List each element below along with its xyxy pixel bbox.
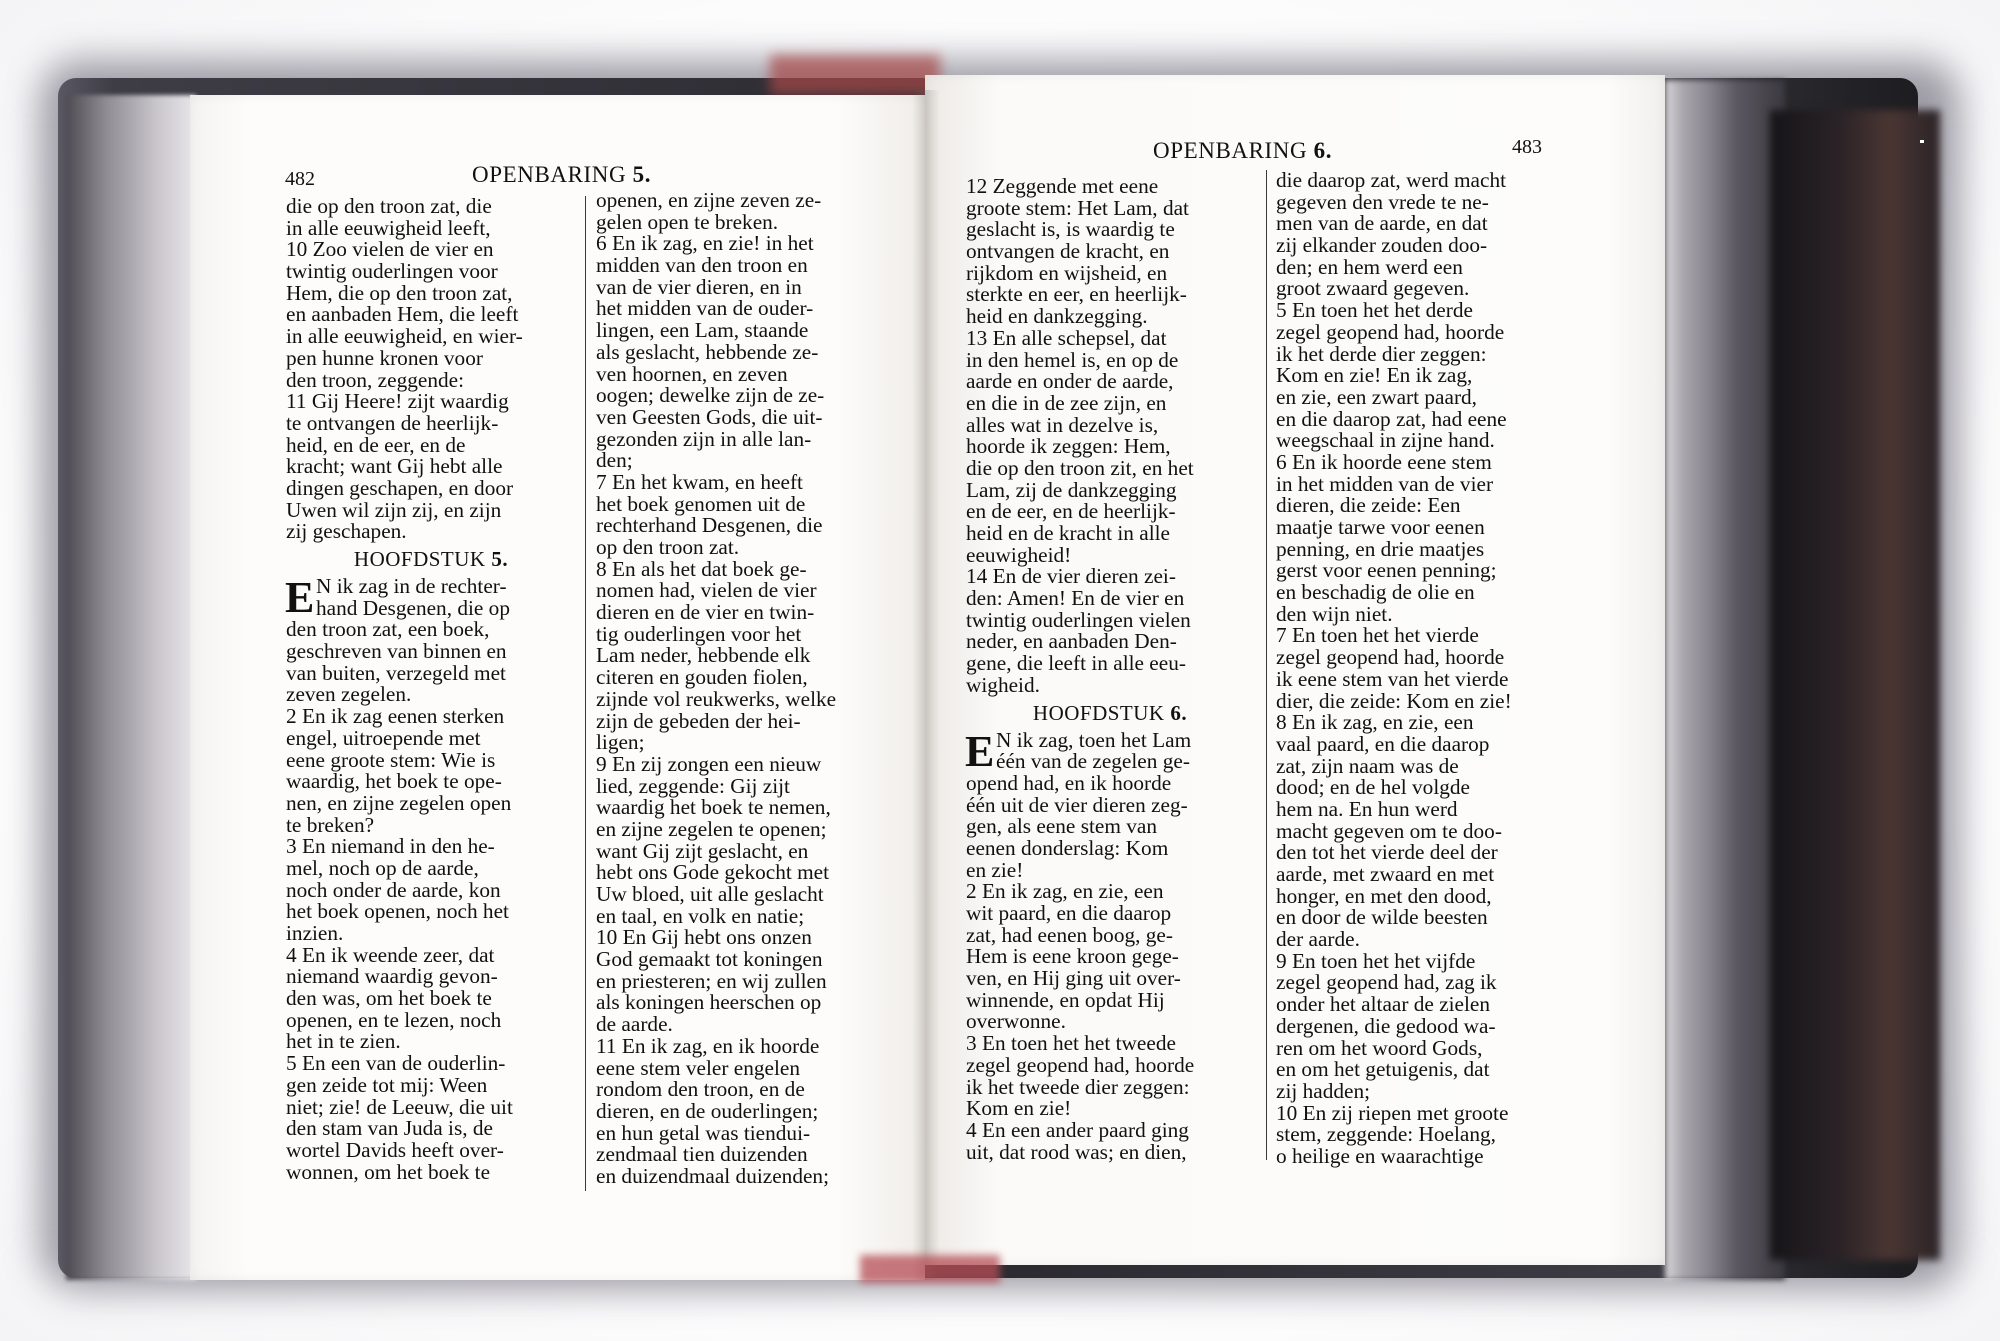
text-line: twintig ouderlingen voor [286,259,498,284]
text-line: dood; en de hel volgde [1276,775,1470,800]
text-line: citeren en gouden fiolen, [596,665,808,690]
left-running-head-title: OPENBARING [472,162,627,187]
text-line: 10 Zoo vielen de vier en [286,237,494,262]
text-line: 4 En een ander paard ging [966,1117,1189,1142]
text-line: niemand waardig gevon- [286,964,498,989]
text-line: eenen donderslag: Kom [966,835,1169,860]
text-line: den; en hem werd een [1276,254,1463,279]
text-line: gerst voor eenen penning; [1276,558,1497,583]
text-line: 6 En ik hoorde eene stem [1276,449,1492,474]
text-line: hebt ons Gode gekocht met [596,860,830,885]
text-line: stem, zeggende: Hoelang, [1276,1122,1496,1147]
text-line: geslacht is, is waardig te [966,217,1175,242]
right-running-head-title: OPENBARING [1153,138,1308,163]
text-line: en aanbaden Hem, die leeft [286,302,519,327]
text-line: en die daarop zat, had eene [1276,406,1507,431]
chapter-heading-6 [966,700,1254,726]
text-line: Kom en zie! En ik zag, [1276,363,1473,388]
text-line: 12 Zeggende met eene [966,174,1159,198]
text-line: nen, en zijne zegelen open [286,790,512,815]
text-line: opend had, en ik hoorde [966,770,1172,795]
bookmark-ribbon-top [770,55,940,95]
text-line: het midden van de ouder- [596,296,814,321]
text-line: midden van den troon en [596,253,808,278]
dust-speck [1920,140,1924,143]
text-line: Uw bloed, uit alle geslacht [596,882,824,906]
text-line: twintig ouderlingen vielen [966,607,1191,632]
text-line: wigheid. [966,672,1040,697]
text-line: dergenen, die gedood wa- [1276,1013,1496,1038]
text-line: het boek genomen uit de [596,491,806,516]
text-line: Lam neder, hebbende elk [596,643,811,668]
text-line: 9 En zij zongen een nieuw [596,751,822,776]
text-line: E N ik zag, toen het Lam [965,726,1192,776]
text-line: die op den troon zit, en het [966,455,1194,480]
text-line: ik het derde dier zeggen: [1276,341,1487,366]
text-line: en de eer, en de heerlijk- [966,499,1176,524]
text-line: 3 En toen het het tweede [966,1031,1176,1056]
right-page-number: 483 [1512,136,1542,158]
text-line: 4 En ik weende zeer, dat [286,942,495,967]
text-line: maatje tarwe voor eenen [1276,515,1485,539]
text-line: ik eene stem van het vierde [1276,666,1509,691]
text-line: rijkdom en wijsheid, en [966,260,1168,285]
book-back-cover [1770,110,1940,1260]
right-page-column-2 [1276,170,1572,1168]
text-line: in alle eeuwigheid, en wier- [286,324,523,349]
text-line: lingen, een Lam, staande [596,318,809,343]
text-line: sterkte en eer, en heerlijk- [966,282,1187,307]
text-line: het boek openen, noch het [286,899,509,924]
text-line: één uit de vier dieren zeg- [966,792,1188,817]
text-line: neder, en aanbaden Den- [966,629,1177,654]
text-line: te ontvangen de heerlijk- [286,410,499,435]
text-line: mel, noch op de aarde, [286,855,479,880]
text-line: ven Geesten Gods, die uit- [596,404,823,429]
text-line: 8 En ik zag, en zie, een [1276,710,1474,735]
text-line: 13 En alle schepsel, dat [966,325,1167,350]
chapter-heading-label: HOOFDSTUK [353,547,486,571]
text-line: tig ouderlingen voor het [596,621,802,646]
text-line: 11 En ik zag, en ik hoorde [596,1033,820,1058]
text-line: weegschaal in zijne hand. [1276,428,1495,453]
text-line: gelen open te breken. [596,209,779,234]
text-line: 8 En als het dat boek ge- [596,556,807,581]
text-line: o heilige en waarachtige [1276,1143,1484,1168]
text-line: in alle eeuwigheid leeft, [286,215,491,240]
text-line: den: Amen! En de vier en [966,586,1185,611]
text-line: één van de zegelen ge- [996,749,1190,774]
text-line: gezonden zijn in alle lan- [596,426,812,451]
text-line: macht gegeven om te doo- [1276,818,1502,843]
text-line: men van de aarde, en dat [1276,211,1488,236]
text-line: pen hunne kronen voor [286,345,483,370]
text-line: openen, en zijne zeven ze- [596,188,822,212]
right-running-head-chapter: 6. [1313,138,1333,163]
text-line: zat, zijn naam was de [1276,753,1459,778]
chapter-heading-number: 6. [1170,700,1188,725]
text-line: en door de wilde beesten [1276,905,1488,930]
text-line: den troon zat, een boek, [286,617,490,642]
text-line: ik het tweede dier zeggen: [966,1074,1190,1099]
text-line: gen, als eene stem van [966,814,1158,839]
left-page-column-2 [596,190,896,1188]
text-line: ontvangen de kracht, en [966,239,1170,264]
text-line: 5 En toen het het derde [1276,298,1473,323]
text-line: 7 En toen het het vierde [1276,623,1479,648]
text-line: waardig het boek te nemen, [596,795,831,820]
text-line: zendmaal tien duizenden [596,1142,808,1167]
text-line: winnende, en opdat Hij [966,987,1165,1012]
right-column-rule [1266,170,1267,1160]
text-line: rondom den troon, en de [596,1077,805,1102]
text-line: op den troon zat. [596,535,740,559]
text-line: 9 En toen het het vijfde [1276,948,1476,973]
text-line: eene groote stem: Wie is [286,747,496,772]
text-line: van buiten, verzegeld met [286,660,506,685]
text-line: niet; zie! de Leeuw, die uit [286,1094,513,1119]
text-line: Hem is eene kroon gege- [966,944,1179,969]
left-page-column-1 [286,196,576,1183]
text-line: wit paard, en die daarop [966,901,1172,925]
text-line: te breken? [286,812,375,837]
text-line: hoorde ik zeggen: Hem, [966,434,1171,459]
left-running-head [472,162,651,188]
text-line: wonnen, om het boek te [286,1159,491,1184]
text-line: als geslacht, hebbende ze- [596,339,819,364]
right-page-edges [1665,80,1785,1280]
text-line: want Gij zijt geslacht, en [596,838,809,863]
bookmark-ribbon-bottom [860,1255,1000,1283]
text-line: nomen had, vielen de vier [596,578,817,603]
text-line: Kom en zie! [966,1096,1072,1121]
text-line: en taal, en volk en natie; [596,903,805,928]
text-line: 7 En het kwam, en heeft [596,469,803,494]
text-line: 6 En ik zag, en zie! in het [596,231,814,256]
chapter-heading-5 [286,546,576,572]
text-line: van de vier dieren, en in [596,274,802,299]
text-line: 5 En een van de ouderlin- [286,1051,506,1076]
text-line: den was, om het boek te [286,986,492,1011]
text-line: lied, zeggende: Gij zijt [596,773,790,798]
text-line: heid en dankzegging. [966,304,1148,329]
left-column-1-chapter-text [285,573,576,1184]
text-line: het in te zien. [286,1029,401,1054]
text-line: ligen; [596,730,645,755]
text-line: ven, en Hij ging uit over- [966,966,1181,991]
text-line: 10 En Gij hebt ons onzen [596,925,812,950]
text-line: God gemaakt tot koningen [596,947,823,972]
text-line: en zijne zegelen te openen; [596,816,827,841]
drop-cap-letter: E [285,573,315,622]
text-line: gegeven den vrede te ne- [1276,189,1489,214]
chapter-heading-number: 5. [491,547,509,571]
text-line: den tot het vierde deel der [1276,840,1498,865]
text-line: E N ik zag in de rechter- [285,573,507,622]
right-column-1-verses [966,176,1254,697]
text-line: Lam, zij de dankzegging [966,477,1177,502]
text-line: kracht; want Gij hebt alle [286,454,503,479]
text-line: heid, en de eer, en de [286,432,466,457]
text-line: de aarde. [596,1012,673,1037]
text-line: rechterhand Desgenen, die [596,513,823,538]
text-line: en beschadig de olie en [1276,580,1475,605]
text-line: ven hoornen, en zeven [596,361,788,386]
text-line: in den hemel is, en op de [966,347,1179,372]
text-line: die daarop zat, werd macht [1276,168,1507,192]
text-line: en die in de zee zijn, en [966,390,1167,415]
drop-cap-letter: E [965,726,995,776]
left-column-1-verses [286,196,576,543]
text-line: noch onder de aarde, kon [286,877,501,902]
text-line: openen, en te lezen, noch [286,1007,502,1032]
text-line: die op den troon zat, die [286,194,492,218]
text-line: honger, en met den dood, [1276,883,1492,908]
text-line: groot zwaard gegeven. [1276,276,1470,301]
text-line: zegel geopend had, hoorde [1276,645,1505,670]
text-line: Hem, die op den troon zat, [286,280,513,305]
text-line: uit, dat rood was; en dien, [966,1139,1187,1164]
text-line: heid en de kracht in alle [966,521,1171,545]
text-line: zijnde vol reukwerks, welke [596,686,837,711]
left-running-head-chapter: 5. [632,162,652,187]
text-line: Uwen wil zijn zij, en zijn [286,497,502,522]
text-line: eene stem veler engelen [596,1055,800,1080]
text-line: zegel geopend had, hoorde [1276,319,1505,344]
text-line: dier, die zeide: Kom en zie! [1276,688,1512,713]
right-column-1-chapter-text [965,726,1254,1164]
text-line: inzien. [286,921,344,945]
text-line: aarde, met zwaard en met [1276,862,1495,886]
text-line: wortel Davids heeft over- [286,1137,504,1162]
text-line: zegel geopend had, hoorde [966,1052,1195,1077]
text-line: als koningen heerschen op [596,990,822,1015]
text-line: zij hadden; [1276,1078,1371,1103]
text-line: zij elkander zouden doo- [1276,233,1488,258]
text-line: 2 En ik zag eenen sterken [286,704,505,729]
text-line: 2 En ik zag, en zie, een [966,879,1164,904]
text-line: en zie, een zwart paard, [1276,384,1478,409]
text-line: den; [596,448,633,473]
text-line: dingen geschapen, en door [286,475,514,500]
text-line: zat, had eenen boog, ge- [966,922,1173,947]
text-line: eeuwigheid! [966,542,1072,567]
text-line: 11 Gij Heere! zijt waardig [286,389,509,414]
text-line: en zie! [966,857,1024,882]
text-line: zijn de gebeden der hei- [596,708,801,733]
text-line: 3 En niemand in den he- [286,834,495,859]
text-line: overwonne. [966,1009,1066,1034]
book-gutter [912,90,940,1280]
right-running-head [1153,138,1332,164]
text-line: gen zeide tot mij: Ween [286,1072,488,1097]
text-line: in het midden van de vier [1276,471,1494,496]
text-line: den wijn niet. [1276,601,1393,626]
text-line: en priesteren; en wij zullen [596,968,827,993]
right-page-column-1 [966,176,1254,1163]
text-line: ren om het woord Gods, [1276,1035,1483,1060]
text-line: en duizendmaal duizenden; [596,1163,829,1188]
text-line: groote stem: Het Lam, dat [966,195,1189,220]
text-line: geschreven van binnen en [286,639,507,664]
text-line: alles wat in dezelve is, [966,412,1159,437]
text-line: oogen; dewelke zijn de ze- [596,383,825,408]
text-line: en hun getal was tiendui- [596,1120,811,1145]
text-line: onder het altaar de zielen [1276,992,1491,1017]
text-line: den troon, zeggende: [286,367,464,392]
text-line: dieren, en de ouderlingen; [596,1098,819,1123]
text-line: zeven zegelen. [286,682,412,707]
text-line: aarde en onder de aarde, [966,369,1174,394]
text-line: dieren en de vier en twin- [596,600,815,625]
text-line: zij geschapen. [286,519,407,544]
text-line: waardig, het boek te ope- [286,769,502,794]
text-line: gene, die leeft in alle eeu- [966,651,1186,676]
text-line: den stam van Juda is, de [286,1116,494,1141]
text-line: penning, en drie maatjes [1276,536,1485,561]
left-column-rule [585,196,586,1191]
text-line: 14 En de vier dieren zei- [966,564,1176,589]
text-line: vaal paard, en die daarop [1276,731,1490,756]
left-page-edges [66,95,196,1280]
chapter-heading-label: HOOFDSTUK [1032,700,1165,725]
text-line: 10 En zij riepen met groote [1276,1100,1509,1125]
text-line: der aarde. [1276,927,1360,952]
text-line: hand Desgenen, die op [316,595,510,620]
text-line: engel, uitroepende met [286,725,481,750]
left-page-number: 482 [285,168,315,190]
text-line: zegel geopend had, zag ik [1276,970,1497,995]
text-line: hem na. En hun werd [1276,796,1458,821]
text-line: en om het getuigenis, dat [1276,1057,1490,1082]
text-line: dieren, die zeide: Een [1276,493,1461,518]
